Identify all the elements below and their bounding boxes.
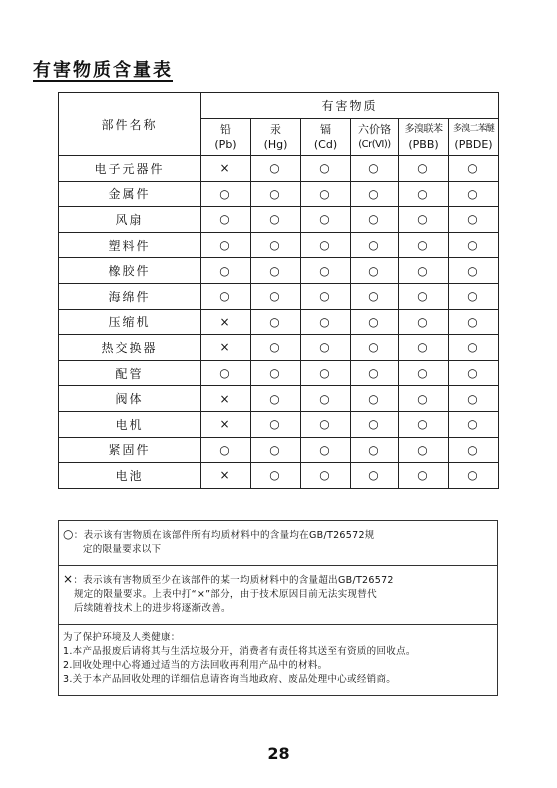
substance-mark-cell: ○ (351, 232, 399, 258)
substance-mark-cell: ○ (399, 309, 449, 335)
substance-mark-cell: ○ (301, 386, 351, 412)
substance-mark-cell: ○ (399, 335, 449, 361)
substance-mark-cell: ○ (399, 283, 449, 309)
environment-heading: 为了保护环境及人类健康： (63, 632, 181, 643)
notes-box (58, 520, 498, 696)
substance-mark-cell: ○ (201, 181, 251, 207)
table-row (59, 156, 499, 182)
substance-mark-cell: ○ (301, 411, 351, 437)
page-title: 有害物质含量表 (33, 60, 173, 81)
substance-mark-cell: ○ (351, 335, 399, 361)
substance-mark-cell: ○ (399, 156, 449, 182)
table-row (59, 386, 499, 412)
substance-header (251, 119, 301, 156)
substance-name: 多溴二苯醚 (453, 124, 495, 134)
part-name-cell: 热交换器 (59, 335, 201, 361)
cross-note-line1: ：表示该有害物质至少在该部件的某一均质材料中的含量超出GB/T26572 (73, 575, 394, 586)
substance-mark-cell: ○ (251, 437, 301, 463)
substance-mark-cell: ○ (201, 207, 251, 233)
substance-header (351, 119, 399, 156)
substance-mark-cell: ○ (301, 181, 351, 207)
substance-header (301, 119, 351, 156)
substance-mark-cell: ○ (251, 283, 301, 309)
part-name-header: 部件名称 (59, 93, 201, 156)
substance-symbol: (Hg) (263, 138, 288, 151)
substance-mark-cell: ○ (351, 309, 399, 335)
substance-mark-cell: ○ (251, 411, 301, 437)
part-name-cell: 电机 (59, 411, 201, 437)
table-row (59, 181, 499, 207)
circle-note (59, 521, 497, 566)
part-name-cell: 电子元器件 (59, 156, 201, 182)
table-row (59, 207, 499, 233)
substance-mark-cell: ○ (399, 207, 449, 233)
substance-mark-cell: ○ (251, 335, 301, 361)
cross-symbol: × (63, 572, 74, 586)
substance-header (201, 119, 251, 156)
substance-mark-cell: ○ (251, 463, 301, 489)
substance-name: 多溴联苯 (404, 124, 443, 135)
substance-mark-cell: ○ (399, 232, 449, 258)
substance-mark-cell: × (201, 386, 251, 412)
substance-mark-cell: ○ (301, 463, 351, 489)
part-name-cell: 配管 (59, 360, 201, 386)
table-row (59, 463, 499, 489)
substance-mark-cell: ○ (399, 360, 449, 386)
circle-note-line2: 定的限量要求以下 (83, 544, 162, 555)
substance-mark-cell: ○ (399, 386, 449, 412)
substance-mark-cell: ○ (351, 181, 399, 207)
substance-mark-cell: ○ (201, 360, 251, 386)
substance-mark-cell: ○ (201, 437, 251, 463)
substance-mark-cell: ○ (351, 437, 399, 463)
substance-name: 六价铬 (358, 123, 391, 136)
table-row (59, 232, 499, 258)
table-row (59, 411, 499, 437)
substance-mark-cell: ○ (301, 232, 351, 258)
part-name-cell: 塑料件 (59, 232, 201, 258)
substance-mark-cell: ○ (399, 258, 449, 284)
substance-mark-cell: × (201, 463, 251, 489)
substance-mark-cell: ○ (301, 283, 351, 309)
part-name-cell: 阀体 (59, 386, 201, 412)
substance-mark-cell: ○ (351, 411, 399, 437)
environment-item: 2.回收处理中心将通过适当的方法回收再利用产品中的材料。 (63, 660, 328, 671)
substance-mark-cell: ○ (251, 156, 301, 182)
circle-symbol: ○ (63, 527, 74, 541)
substance-mark-cell: ○ (351, 386, 399, 412)
substance-mark-cell: ○ (351, 463, 399, 489)
substance-mark-cell: ○ (449, 207, 499, 233)
part-name-cell: 海绵件 (59, 283, 201, 309)
substance-mark-cell: ○ (301, 335, 351, 361)
part-name-cell: 金属件 (59, 181, 201, 207)
substance-mark-cell: × (201, 411, 251, 437)
table-row (59, 283, 499, 309)
substance-mark-cell: ○ (301, 309, 351, 335)
substance-mark-cell: ○ (449, 386, 499, 412)
substance-name: 铅 (220, 123, 231, 136)
substance-mark-cell: ○ (399, 463, 449, 489)
substance-mark-cell: × (201, 309, 251, 335)
substance-symbol: (Cr(Ⅵ)) (358, 139, 391, 150)
substance-mark-cell: ○ (201, 232, 251, 258)
substance-name: 镉 (320, 123, 331, 136)
substance-name: 汞 (270, 123, 281, 136)
cross-note-line3: 后续随着技术上的进步将逐渐改善。 (74, 603, 231, 614)
substance-mark-cell: ○ (449, 156, 499, 182)
part-name-cell: 压缩机 (59, 309, 201, 335)
substance-symbol: (Cd) (313, 138, 338, 151)
circle-note-line1: ：表示该有害物质在该部件所有均质材料中的含量均在GB/T26572规 (73, 530, 375, 541)
environment-item: 1.本产品报废后请将其与生活垃圾分开，消费者有责任将其送至有资质的回收点。 (63, 646, 416, 657)
substance-mark-cell: ○ (301, 156, 351, 182)
substance-mark-cell: ○ (201, 258, 251, 284)
substance-mark-cell: ○ (449, 463, 499, 489)
substance-mark-cell: ○ (449, 335, 499, 361)
substance-mark-cell: ○ (449, 283, 499, 309)
part-name-cell: 电池 (59, 463, 201, 489)
substance-mark-cell: ○ (251, 232, 301, 258)
substance-mark-cell: ○ (301, 437, 351, 463)
substance-mark-cell: ○ (301, 360, 351, 386)
substance-symbol: (Pb) (214, 138, 237, 151)
part-name-cell: 紧固件 (59, 437, 201, 463)
substance-mark-cell: ○ (449, 360, 499, 386)
table-row (59, 335, 499, 361)
substance-mark-cell: × (201, 335, 251, 361)
substance-mark-cell: ○ (351, 156, 399, 182)
substance-mark-cell: ○ (449, 258, 499, 284)
substance-mark-cell: ○ (251, 309, 301, 335)
substance-mark-cell: ○ (301, 258, 351, 284)
substance-group-header: 有害物质 (201, 93, 499, 119)
substance-mark-cell: ○ (251, 207, 301, 233)
substance-mark-cell: ○ (449, 309, 499, 335)
environment-note (59, 625, 497, 695)
table-row (59, 437, 499, 463)
substance-mark-cell: ○ (251, 386, 301, 412)
substance-mark-cell: ○ (399, 181, 449, 207)
substance-mark-cell: ○ (449, 232, 499, 258)
environment-item: 3.关于本产品回收处理的详细信息请咨询当地政府、废品处理中心或经销商。 (63, 674, 397, 685)
substance-mark-cell: ○ (351, 283, 399, 309)
substance-mark-cell: ○ (251, 360, 301, 386)
cross-note (59, 566, 497, 625)
table-row (59, 309, 499, 335)
part-name-cell: 风扇 (59, 207, 201, 233)
substance-mark-cell: ○ (399, 437, 449, 463)
substance-mark-cell: ○ (449, 437, 499, 463)
substance-mark-cell: ○ (449, 411, 499, 437)
substance-header (399, 119, 449, 156)
substance-mark-cell: ○ (251, 181, 301, 207)
substance-mark-cell: × (201, 156, 251, 182)
hazardous-substance-table (58, 92, 499, 489)
substance-mark-cell: ○ (301, 207, 351, 233)
substance-header (449, 119, 499, 156)
substance-mark-cell: ○ (201, 283, 251, 309)
substance-mark-cell: ○ (399, 411, 449, 437)
substance-symbol: (PBB) (408, 138, 439, 151)
cross-note-line2: 规定的限量要求。上表中打“×”部分，由于技术原因目前无法实现替代 (74, 589, 377, 600)
table-row (59, 258, 499, 284)
substance-mark-cell: ○ (449, 181, 499, 207)
substance-mark-cell: ○ (351, 207, 399, 233)
substance-mark-cell: ○ (251, 258, 301, 284)
part-name-cell: 橡胶件 (59, 258, 201, 284)
page-number: 28 (267, 744, 290, 763)
substance-mark-cell: ○ (351, 360, 399, 386)
substance-symbol: (PBDE) (454, 138, 493, 151)
table-row (59, 360, 499, 386)
substance-mark-cell: ○ (351, 258, 399, 284)
